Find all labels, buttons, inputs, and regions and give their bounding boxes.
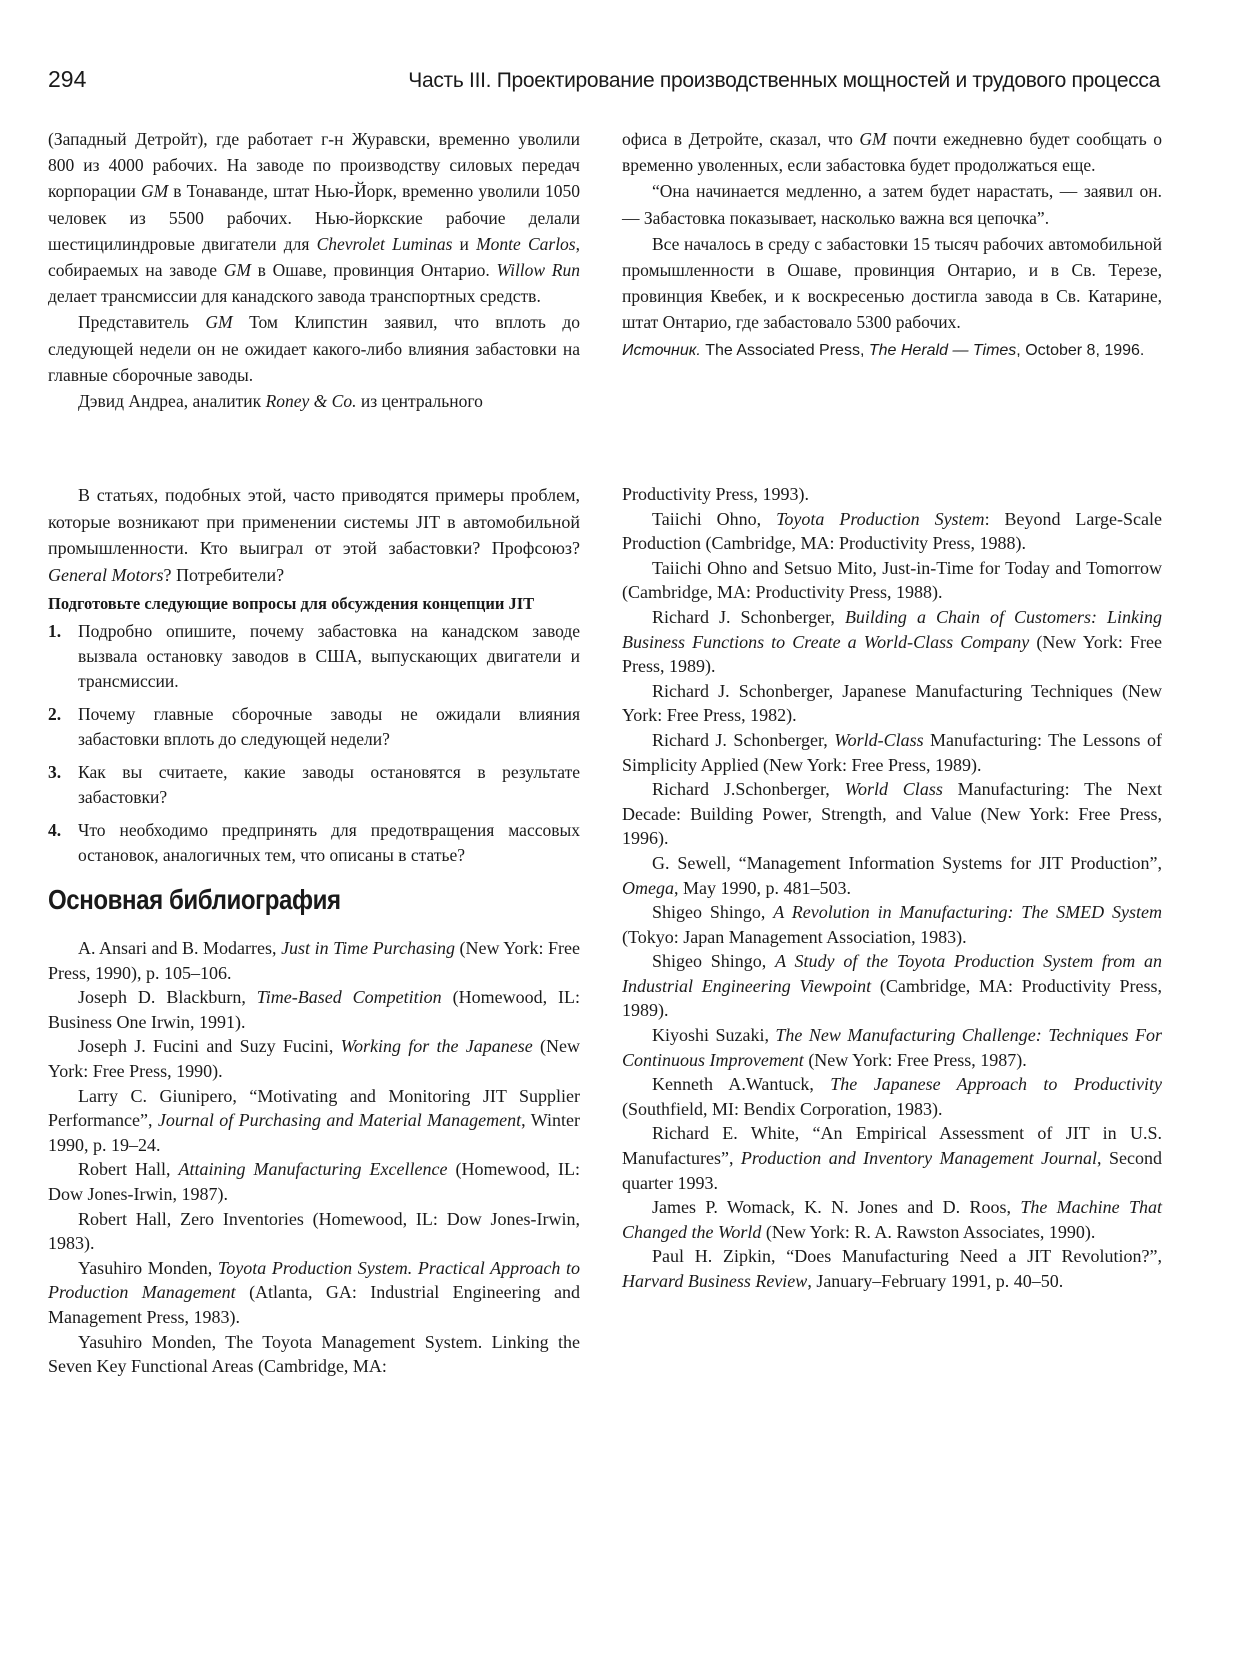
discussion-intro-block — [48, 482, 580, 588]
bibliography-entry: Richard J. Schonberger, Building a Chain of Customers: Linking Business Functions to Create a World-Class Company (New York: Free Press, 1989). — [622, 606, 1162, 677]
article-source-note: Источник. The Associated Press, The Herald — Times, October 8, 1996. — [622, 341, 1145, 359]
discussion-intro: В статьях, подобных этой, часто приводятся примеры проблем, которые возникают при применении системы JIT в автомобильной промышленности. Кто выиграл от этой забастовки? Профсоюз? General Motors? Потребители? — [48, 485, 580, 585]
bibliography-entry: Robert Hall, Zero Inventories (Homewood, IL: Dow Jones-Irwin, 1983). — [48, 1208, 580, 1254]
bibliography-entry: G. Sewell, “Management Information Systems for JIT Production”, Omega, May 1990, p. 481–503. — [622, 852, 1162, 898]
article-right-column — [622, 126, 1162, 363]
discussion-questions — [48, 619, 580, 868]
question-text: Подробно опишите, почему забастовка на канадском заводе вызвала остановку заводов в США, выпускающих двигатели и трансмиссии. — [78, 621, 580, 691]
question-item — [48, 702, 580, 752]
lower-left-column — [48, 482, 580, 1379]
bibliography-entry: Richard E. White, “An Empirical Assessment of JIT in U.S. Manufactures”, Production and Inventory Management Journal, Second quarter 1993. — [622, 1123, 1162, 1193]
running-title: Часть III. Проектирование производственных мощностей и трудового процесса — [408, 69, 1160, 92]
bibliography-entry: Joseph D. Blackburn, Time-Based Competition (Homewood, IL: Business One Irwin, 1991). — [48, 987, 580, 1032]
bibliography-entry: Taiichi Ohno and Setsuo Mito, Just-in-Time for Today and Tomorrow (Cambridge, MA: Productivity Press, 1988). — [622, 557, 1162, 603]
question-number: 2. — [48, 704, 62, 724]
bibliography-entry: Larry C. Giunipero, “Motivating and Monitoring JIT Supplier Performance”, Journal of Purchasing and Material Management, Winter 1990, p. 19–24. — [48, 1085, 580, 1155]
bibliography-entry: Kenneth A.Wantuck, The Japanese Approach to Productivity (Southfield, MI: Bendix Corporation, 1983). — [622, 1074, 1162, 1119]
article-paragraph: Все началось в среду с забастовки 15 тысяч рабочих автомобильной промышленности в Ошаве, провинция Онтарио, и в Св. Терезе, провинция Квебек, и к воскресенью достигла завода в Св. Катарине, штат Онтарио, где забастовало 5300 рабочих. — [622, 233, 1162, 333]
bibliography-entry: Robert Hall, Attaining Manufacturing Excellence (Homewood, IL: Dow Jones-Irwin, 1987). — [48, 1159, 580, 1204]
question-item — [48, 760, 580, 810]
question-number: 3. — [48, 762, 62, 782]
article-paragraph: “Она начинается медленно, а затем будет нарастать, — заявил он. — Забастовка показывает, насколько важна вся цепочка”. — [622, 181, 1162, 228]
bibliography-entry: Kiyoshi Suzaki, The New Manufacturing Challenge: Techniques For Continuous Improvement (New York: Free Press, 1987). — [622, 1025, 1163, 1070]
bibliography-heading: Основная библиография — [48, 884, 341, 915]
article-paragraph: Дэвид Андреа, аналитик Roney & Co. из центрального — [78, 391, 483, 412]
article-left-column — [48, 126, 580, 414]
bibliography-entry: James P. Womack, K. N. Jones and D. Roos, The Machine That Changed the World (New York: R. A. Rawston Associates, 1990). — [622, 1197, 1162, 1242]
question-text: Как вы считаете, какие заводы остановятся в результате забастовки? — [78, 762, 580, 807]
bibliography-entry: Paul H. Zipkin, “Does Manufacturing Need a JIT Revolution?”, Harvard Business Review, January–February 1991, p. 40–50. — [622, 1246, 1162, 1291]
bibliography-entry: Yasuhiro Monden, The Toyota Management System. Linking the Seven Key Functional Areas (Cambridge, MA: — [48, 1331, 580, 1377]
question-number: 1. — [48, 621, 62, 641]
question-text: Почему главные сборочные заводы не ожидали влияния забастовки вплоть до следующей недели? — [78, 704, 580, 749]
bibliography-entry: Shigeo Shingo, A Study of the Toyota Production System from an Industrial Engineering Viewpoint (Cambridge, MA: Productivity Press, 1989). — [622, 951, 1162, 1021]
bibliography-right-list — [622, 482, 1162, 1294]
article-paragraph: Представитель GM Том Клипстин заявил, что вплоть до следующей недели он не ожидает какого-либо влияния забастовки на главные сборочные заводы. — [48, 312, 580, 385]
bibliography-entry: A. Ansari and B. Modarres, Just in Time Purchasing (New York: Free Press, 1990), p. 105–106. — [48, 938, 580, 983]
bibliography-entry: Richard J. Schonberger, World-Class Manufacturing: The Lessons of Simplicity Applied (New York: Free Press, 1989). — [622, 729, 1163, 775]
page-header — [48, 66, 1160, 102]
page-number: 294 — [48, 66, 87, 92]
bibliography-entry: Joseph J. Fucini and Suzy Fucini, Working for the Japanese (New York: Free Press, 1990). — [48, 1036, 581, 1081]
question-item — [48, 619, 580, 694]
bibliography-entry-continuation: Productivity Press, 1993). — [622, 484, 809, 504]
discussion-prompt: Подготовьте следующие вопросы для обсуждения концепции JIT — [48, 594, 535, 613]
bibliography-entry: Richard J. Schonberger, Japanese Manufacturing Techniques (New York: Free Press, 1982). — [622, 680, 1162, 726]
question-text: Что необходимо предпринять для предотвращения массовых остановок, аналогичных тем, что описаны в статье? — [78, 820, 580, 865]
question-item — [48, 818, 580, 868]
bibliography-entry: Yasuhiro Monden, Toyota Production System. Practical Approach to Production Management (Atlanta, GA: Industrial Engineering and Management Press, 1983). — [48, 1257, 581, 1327]
article-paragraph: (Западный Детройт), где работает г-н Журавски, временно уволили 800 из 4000 рабочих. На заводе по производству силовых передач корпорации GM в Тонаванде, штат Нью-Йорк, временно уволили 1050 человек из 5500 рабочих. Нью-йоркские рабочие делали шестицилиндровые двигатели для Chevrolet Luminas и Monte Carlos, собираемых на заводе GM в Ошаве, провинция Онтарио. Willow Run делает трансмиссии для канадского завода транспортных средств. — [48, 129, 581, 307]
article-paragraph: офиса в Детройте, сказал, что GM почти ежедневно будет сообщать о временно уволенных, если забастовка будет продолжаться еще. — [622, 129, 1162, 176]
bibliography-left-list — [48, 936, 580, 1379]
bibliography-entry: Taiichi Ohno, Toyota Production System: Beyond Large-Scale Production (Cambridge, MA: Productivity Press, 1988). — [622, 508, 1163, 554]
bibliography-entry: Richard J.Schonberger, World Class Manufacturing: The Next Decade: Building Power, Strength, and Value (New York: Free Press, 1996). — [622, 779, 1162, 849]
question-number: 4. — [48, 820, 62, 840]
bibliography-entry: Shigeo Shingo, A Revolution in Manufacturing: The SMED System (Tokyo: Japan Management Association, 1983). — [622, 902, 1162, 947]
